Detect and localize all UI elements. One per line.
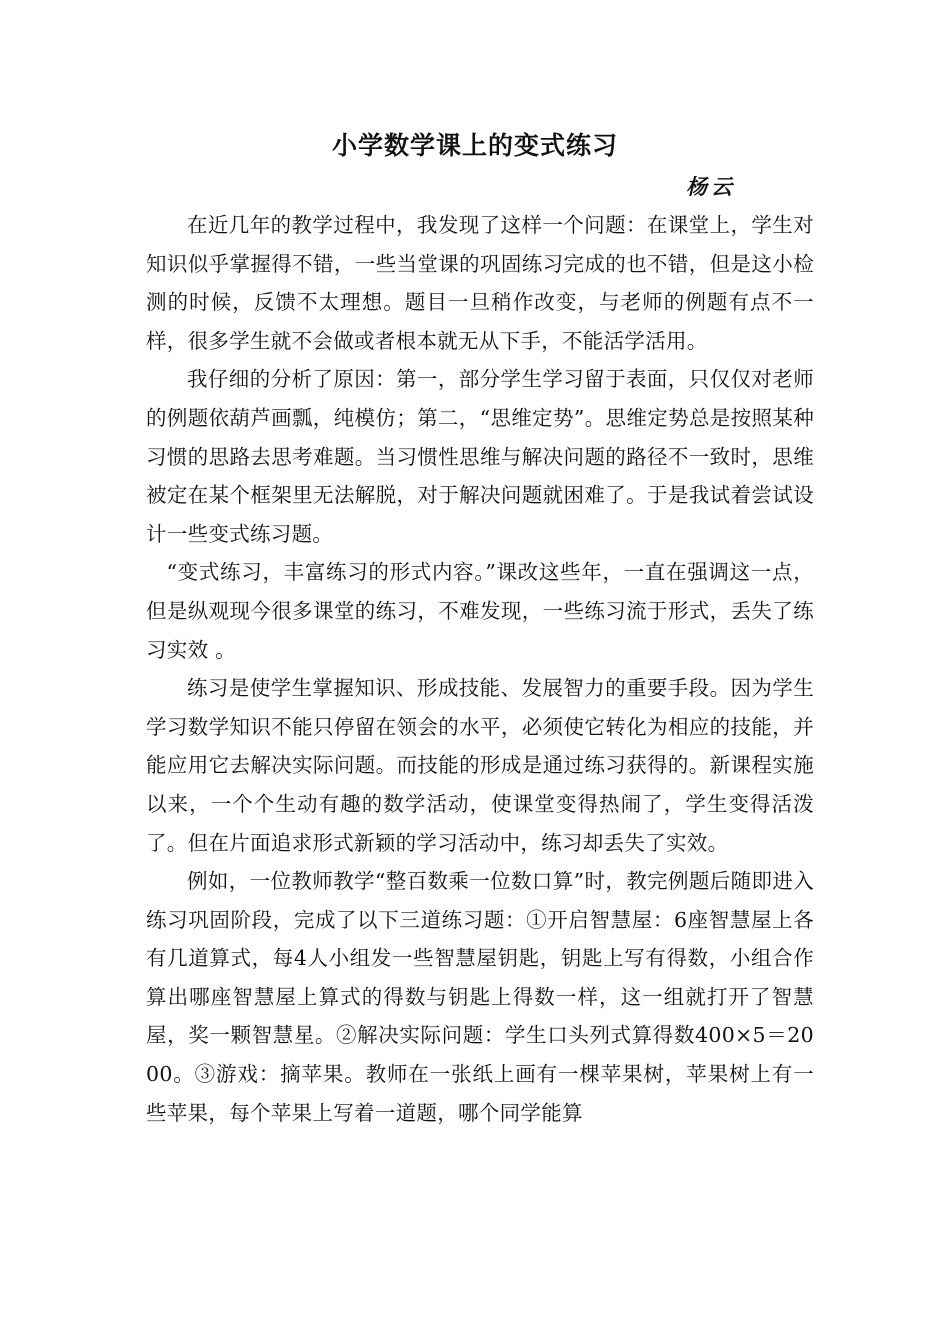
paragraph-1: 在近几年的教学过程中，我发现了这样一个问题：在课堂上，学生对知识似乎掌握得不错，一些当堂课的巩固练习完成的也不错，但是这小检测的时候，反馈不太理想。题目一旦稍作改变，与老师的例题有点不一样，很多学生就不会做或者根本就无从下手，不能活学活用。	[146, 213, 814, 353]
paragraph-4: 练习是使学生掌握知识、形成技能、发展智力的重要手段。因为学生学习数学知识不能只停留在领会的水平，必须使它转化为相应的技能，并能应用它去解决实际问题。而技能的形成是通过练习获得的。新课程实施以来，一个个生动有趣的数学活动，使课堂变得热闹了，学生变得活泼了。但在片面追求形式新颖的学习活动中，练习却丢失了实效。	[146, 676, 814, 855]
document-title: 小学数学课上的变式练习	[331, 131, 618, 160]
paragraph-2: 我仔细的分析了原因：第一，部分学生学习留于表面，只仅仅对老师的例题依葫芦画瓢，纯模仿；第二，“思维定势”。思维定势总是按照某种习惯的思路去思考难题。当习惯性思维与解决问题的路径不一致时，思维被定在某个框架里无法解脱，对于解决问题就困难了。于是我试着尝试设计一些变式练习题。	[146, 367, 814, 546]
author-name: 杨云	[686, 174, 736, 199]
paragraph-5: 例如，一位教师教学“整百数乘一位数口算”时，教完例题后随即进入练习巩固阶段，完成了以下三道练习题：①开启智慧屋：6座智慧屋上各有几道算式，每4人小组发一些智慧屋钥匙，钥匙上写有得数，小组合作算出哪座智慧屋上算式的得数与钥匙上得数一样，这一组就打开了智慧屋，奖一颗智慧星。②解决实际问题：学生口头列式算得数400×5＝2000。③游戏：摘苹果。教师在一张纸上画有一棵苹果树，苹果树上有一些苹果，每个苹果上写着一道题，哪个同学能算	[146, 869, 814, 1125]
document-body	[146, 206, 814, 1132]
paragraph-3: “变式练习，丰富练习的形式内容。”课改这些年，一直在强调这一点，但是纵观现今很多课堂的练习，不难发现，一些练习流于形式，丢失了练习实效 。	[146, 560, 814, 662]
